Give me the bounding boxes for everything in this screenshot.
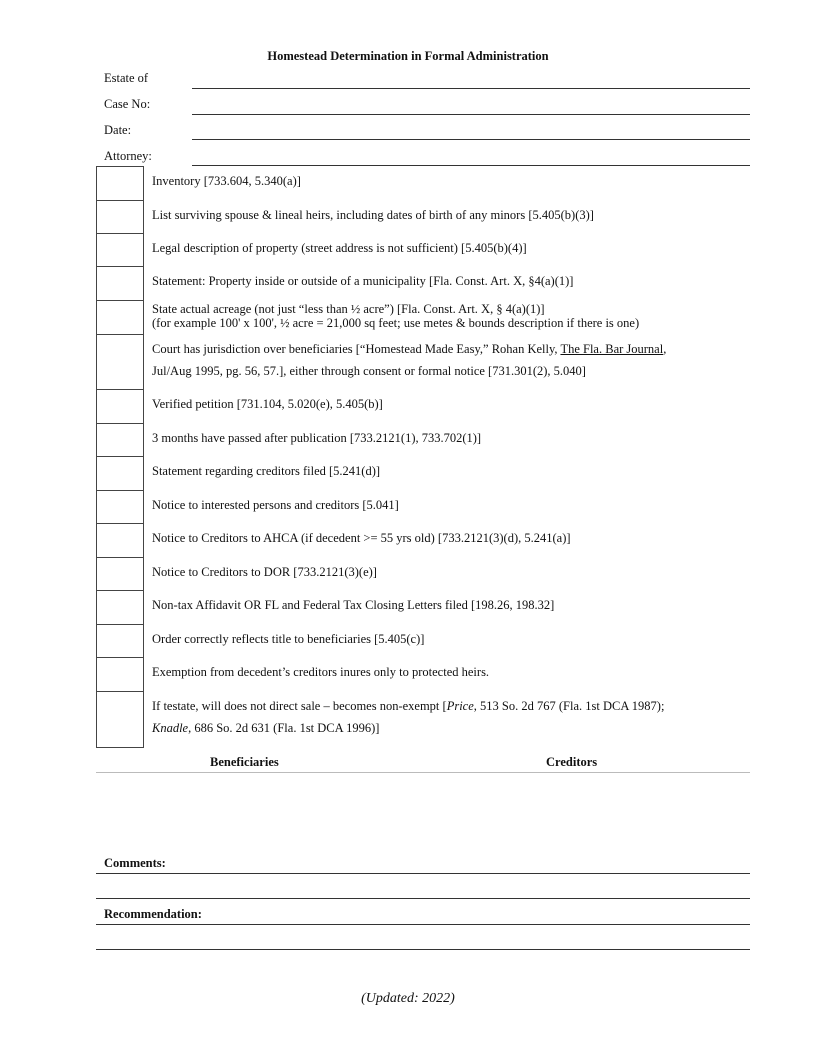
page-title: Homestead Determination in Formal Administration bbox=[267, 49, 549, 63]
checkbox[interactable] bbox=[96, 334, 144, 389]
checklist-item-text: Inventory [733.604, 5.340(a)] bbox=[152, 174, 301, 188]
item-text-part: Court has jurisdiction over beneficiaries [“Homestead Made Easy,” Rohan Kelly, bbox=[152, 342, 561, 356]
case-no-label: Case No: bbox=[104, 97, 151, 111]
checkbox[interactable] bbox=[96, 590, 144, 624]
column-divider bbox=[96, 772, 750, 773]
comments-line[interactable] bbox=[96, 873, 750, 874]
case-name: Knadle bbox=[152, 721, 189, 735]
checklist-row bbox=[96, 233, 750, 266]
checkbox[interactable] bbox=[96, 657, 144, 691]
checklist-item-text bbox=[144, 334, 666, 389]
checklist-row bbox=[96, 389, 750, 423]
checklist-row bbox=[96, 590, 750, 624]
item-text-part: , 513 So. 2d 767 (Fla. 1st DCA 1987); bbox=[473, 699, 665, 713]
checklist-item-text: List surviving spouse & lineal heirs, including dates of birth of any minors [5.405(b)(3)] bbox=[152, 208, 594, 222]
checklist-item-text: Exemption from decedent’s creditors inures only to protected heirs. bbox=[152, 665, 490, 679]
item-line-1 bbox=[152, 695, 664, 717]
checkbox[interactable] bbox=[96, 691, 144, 748]
journal-title: The Fla. Bar Journal bbox=[560, 342, 664, 356]
updated-footer: (Updated: 2022) bbox=[361, 991, 455, 1006]
comments-line[interactable] bbox=[96, 898, 750, 899]
checklist-item-text: Statement regarding creditors filed [5.241(d)] bbox=[152, 464, 381, 478]
checklist-item-text bbox=[144, 691, 664, 748]
estate-of-field[interactable] bbox=[192, 88, 750, 89]
checkbox[interactable] bbox=[96, 200, 144, 233]
checklist-item-text: Notice to Creditors to AHCA (if decedent >= 55 yrs old) [733.2121(3)(d), 5.241(a)] bbox=[152, 531, 571, 545]
beneficiaries-heading: Beneficiaries bbox=[210, 755, 279, 769]
estate-of-label: Estate of bbox=[104, 71, 149, 85]
checkbox[interactable] bbox=[96, 456, 144, 490]
item-line-1: State actual acreage (not just “less than ½ acre”) [Fla. Const. Art. X, § 4(a)(1)] bbox=[152, 302, 545, 316]
checkbox[interactable] bbox=[96, 423, 144, 456]
item-text-part: , 686 So. 2d 631 (Fla. 1st DCA 1996)] bbox=[188, 721, 380, 735]
case-name: Price bbox=[446, 699, 474, 713]
checklist-item-text: Order correctly reflects title to beneficiaries [5.405(c)] bbox=[152, 632, 425, 646]
checkbox[interactable] bbox=[96, 557, 144, 590]
checklist-row bbox=[96, 423, 750, 456]
date-field[interactable] bbox=[192, 139, 750, 140]
checkbox[interactable] bbox=[96, 490, 144, 523]
checklist-item-text: Notice to interested persons and creditors [5.041] bbox=[152, 498, 399, 512]
checklist-row bbox=[96, 334, 750, 389]
checklist-item-text bbox=[144, 300, 639, 334]
checklist-item-text: Statement: Property inside or outside of a municipality [Fla. Const. Art. X, §4(a)(1)] bbox=[152, 274, 574, 288]
item-text-part: If testate, will does not direct sale – becomes non-exempt [ bbox=[152, 699, 447, 713]
checkbox[interactable] bbox=[96, 233, 144, 266]
creditors-heading: Creditors bbox=[546, 755, 598, 769]
item-line-2 bbox=[152, 717, 664, 739]
checklist-row bbox=[96, 657, 750, 691]
item-line-2: (for example 100' x 100', ½ acre = 21,000 sq feet; use metes & bounds description if there is one) bbox=[152, 316, 640, 330]
checkbox[interactable] bbox=[96, 389, 144, 423]
checklist-item-text: Non-tax Affidavit OR FL and Federal Tax Closing Letters filed [198.26, 198.32] bbox=[152, 598, 555, 612]
checkbox[interactable] bbox=[96, 266, 144, 300]
checkbox[interactable] bbox=[96, 523, 144, 557]
checkbox[interactable] bbox=[96, 166, 144, 200]
checklist-row bbox=[96, 266, 750, 300]
checklist-row bbox=[96, 490, 750, 523]
comments-label: Comments: bbox=[104, 856, 166, 870]
checklist-row bbox=[96, 557, 750, 590]
item-text-part: , bbox=[663, 342, 667, 356]
item-line-2: Jul/Aug 1995, pg. 56, 57.], either through consent or formal notice [731.301(2), 5.040] bbox=[152, 364, 586, 378]
checklist bbox=[96, 166, 750, 748]
checkbox[interactable] bbox=[96, 624, 144, 657]
recommendation-line[interactable] bbox=[96, 949, 750, 950]
recommendation-label: Recommendation: bbox=[104, 907, 202, 921]
checklist-item-text: 3 months have passed after publication [733.2121(1), 733.702(1)] bbox=[152, 431, 482, 445]
checklist-row bbox=[96, 200, 750, 233]
checklist-item-text: Legal description of property (street address is not sufficient) [5.405(b)(4)] bbox=[152, 241, 527, 255]
item-line-1 bbox=[152, 338, 666, 360]
checklist-row bbox=[96, 523, 750, 557]
date-label: Date: bbox=[104, 123, 132, 137]
checklist-row bbox=[96, 166, 750, 200]
checklist-item-text: Verified petition [731.104, 5.020(e), 5.405(b)] bbox=[152, 397, 383, 411]
checklist-row bbox=[96, 300, 750, 334]
checklist-item-text: Notice to Creditors to DOR [733.2121(3)(e)] bbox=[152, 565, 377, 579]
checklist-row bbox=[96, 691, 750, 748]
checklist-row bbox=[96, 624, 750, 657]
checklist-row bbox=[96, 456, 750, 490]
case-no-field[interactable] bbox=[192, 114, 750, 115]
recommendation-line[interactable] bbox=[96, 924, 750, 925]
checkbox[interactable] bbox=[96, 300, 144, 334]
attorney-label: Attorney: bbox=[104, 149, 152, 163]
